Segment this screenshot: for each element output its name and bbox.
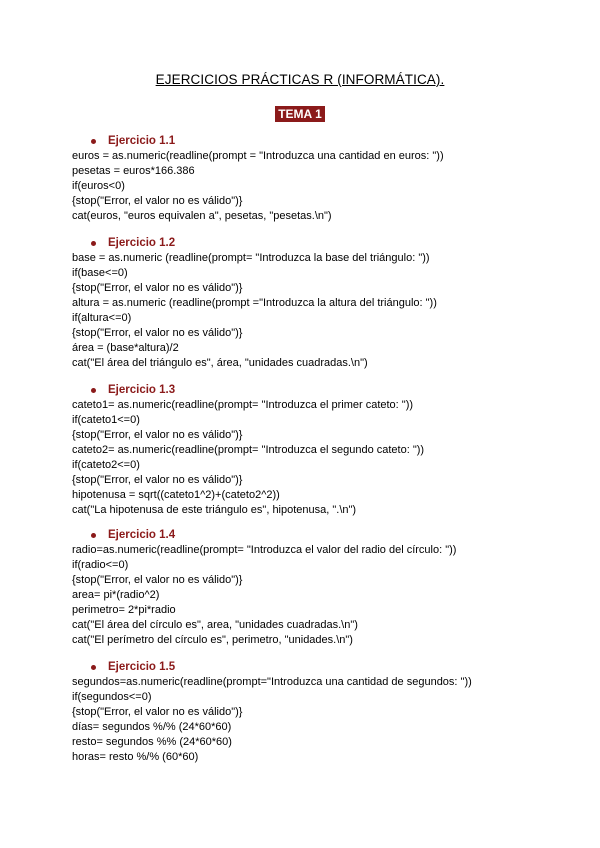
code-line: días= segundos %/% (24*60*60): [72, 721, 232, 733]
code-line: {stop("Error, el valor no es válido")}: [72, 195, 243, 207]
exercise-heading: [72, 236, 572, 251]
bullet-icon: [91, 139, 96, 144]
code-line: cat("El área del círculo es", area, "unidades cuadradas.\n"): [72, 619, 358, 631]
bullet-icon: [91, 533, 96, 538]
code-line: cat(euros, "euros equivalen a", pesetas, "pesetas.\n"): [72, 210, 332, 222]
code-line: {stop("Error, el valor no es válido")}: [72, 429, 243, 441]
code-line: if(altura<=0): [72, 312, 132, 324]
code-line: {stop("Error, el valor no es válido")}: [72, 574, 243, 586]
exercise-title: Ejercicio 1.2: [108, 237, 176, 249]
code-line: {stop("Error, el valor no es válido")}: [72, 474, 243, 486]
exercise-heading: [72, 134, 572, 149]
exercise-title: Ejercicio 1.3: [108, 384, 176, 396]
code-line: cat("El área del triángulo es", área, "unidades cuadradas.\n"): [72, 357, 368, 369]
exercise-title: Ejercicio 1.1: [108, 135, 176, 147]
exercise-section: [72, 528, 572, 648]
exercise-section: [72, 134, 572, 224]
code-line: horas= resto %/% (60*60): [72, 751, 199, 763]
code-line: perimetro= 2*pi*radio: [72, 604, 176, 616]
code-line: cat("La hipotenusa de este triángulo es", hipotenusa, ".\n"): [72, 504, 357, 516]
code-line: base = as.numeric (readline(prompt= "Introduzca la base del triángulo: ")): [72, 252, 430, 264]
bullet-icon: [91, 241, 96, 246]
tema-badge: TEMA 1: [275, 106, 325, 122]
code-line: altura = as.numeric (readline(prompt ="Introduzca la altura del triángulo: ")): [72, 297, 437, 309]
code-line: area= pi*(radio^2): [72, 589, 160, 601]
bullet-icon: [91, 388, 96, 393]
code-line: if(base<=0): [72, 267, 128, 279]
tema-heading: [0, 105, 600, 123]
exercise-title: Ejercicio 1.4: [108, 529, 176, 541]
code-line: {stop("Error, el valor no es válido")}: [72, 282, 243, 294]
exercise-heading: [72, 528, 572, 543]
code-line: if(cateto2<=0): [72, 459, 140, 471]
code-line: if(radio<=0): [72, 559, 129, 571]
exercise-heading: [72, 383, 572, 398]
exercise-section: [72, 236, 572, 371]
code-line: cateto2= as.numeric(readline(prompt= "Introduzca el segundo cateto: ")): [72, 444, 425, 456]
code-line: radio=as.numeric(readline(prompt= "Introduzca el valor del radio del círculo: ")): [72, 544, 457, 556]
code-line: if(euros<0): [72, 180, 125, 192]
code-line: cat("El perímetro del círculo es", perimetro, "unidades.\n"): [72, 634, 353, 646]
document-title: EJERCICIOS PRÁCTICAS R (INFORMÁTICA).: [155, 72, 445, 87]
code-line: resto= segundos %% (24*60*60): [72, 736, 232, 748]
exercise-section: [72, 383, 572, 518]
code-line: if(cateto1<=0): [72, 414, 140, 426]
code-line: if(segundos<=0): [72, 691, 152, 703]
code-line: segundos=as.numeric(readline(prompt="Introduzca una cantidad de segundos: ")): [72, 676, 472, 688]
code-line: cateto1= as.numeric(readline(prompt= "Introduzca el primer cateto: ")): [72, 399, 414, 411]
code-line: hipotenusa = sqrt((cateto1^2)+(cateto2^2)): [72, 489, 280, 501]
exercise-section: [72, 660, 572, 765]
code-line: {stop("Error, el valor no es válido")}: [72, 706, 243, 718]
code-line: pesetas = euros*166.386: [72, 165, 195, 177]
code-line: {stop("Error, el valor no es válido")}: [72, 327, 243, 339]
exercise-title: Ejercicio 1.5: [108, 661, 176, 673]
code-line: euros = as.numeric(readline(prompt = "Introduzca una cantidad en euros: ")): [72, 150, 444, 162]
exercise-heading: [72, 660, 572, 675]
bullet-icon: [91, 665, 96, 670]
code-line: área = (base*altura)/2: [72, 342, 179, 354]
